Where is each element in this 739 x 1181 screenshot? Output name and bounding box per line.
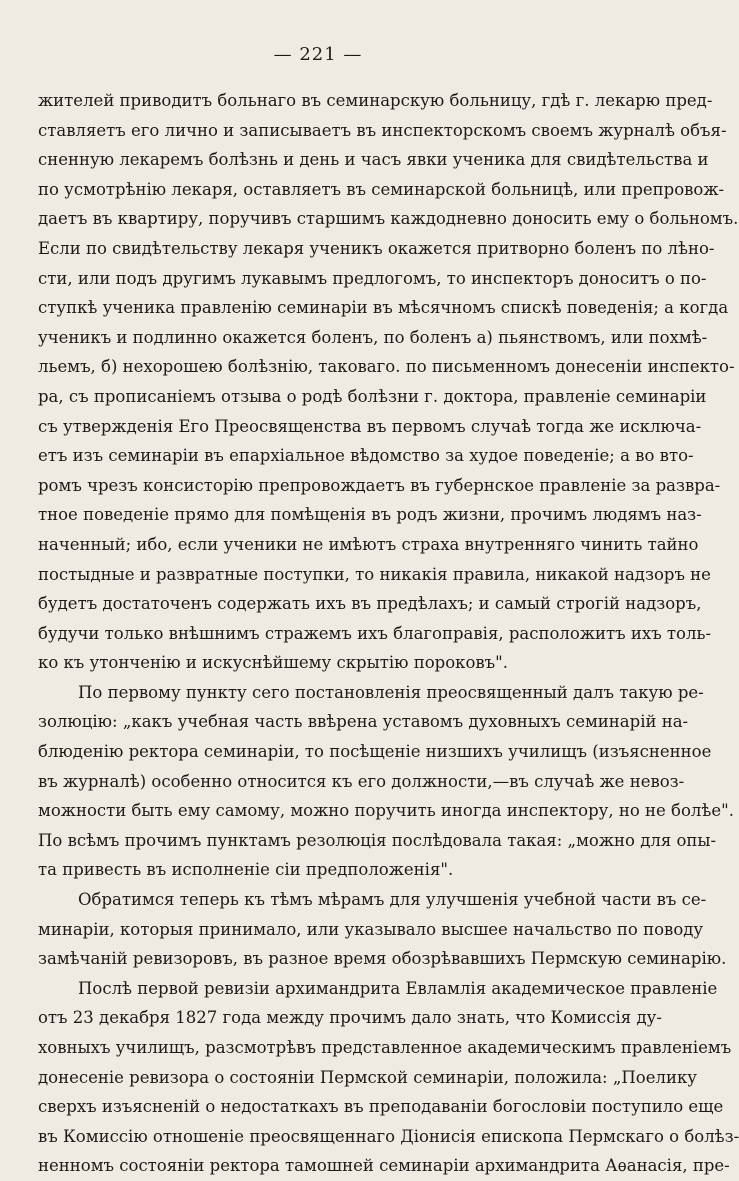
text-line: наченный; ибо, если ученики не имѣютъ страха внутренняго чинить тайно	[38, 534, 699, 554]
text-line: въ Комиссію отношеніе преосвященнаго Діонисія епископа Пермскаго о болѣз-	[38, 1126, 739, 1146]
paragraph	[38, 86, 739, 678]
text-line: ра, съ прописаніемъ отзыва о родѣ болѣзни г. доктора, правленіе семинаріи	[38, 386, 707, 406]
text-line: Обратимся теперь къ тѣмъ мѣрамъ для улучшенія учебной части въ се-	[78, 890, 707, 910]
text-line: по усмотрѣнію лекаря, оставляетъ въ семинарской больницѣ, или препровож-	[38, 179, 725, 199]
text-line: та привесть въ исполненіе сіи предположенія".	[38, 860, 454, 880]
text-line: етъ изъ семинаріи въ епархіальное вѣдомство за худое поведеніе; а во вто-	[38, 446, 694, 466]
text-line: минаріи, которыя принимало, или указывало высшее начальство по поводу	[38, 919, 704, 939]
text-line: сненную лекаремъ болѣзнь и день и часъ явки ученика для свидѣтельства и	[38, 150, 709, 170]
text-line: ступкѣ ученика правленію семинаріи въ мѣсячномъ спискѣ поведенія; а когда	[38, 298, 729, 318]
text-line: По всѣмъ прочимъ пунктамъ резолюція послѣдовала такая: „можно для опы-	[38, 830, 717, 850]
text-line: Если по свидѣтельству лекаря ученикъ окажется притворно боленъ по лѣно-	[38, 238, 715, 258]
text-line: жителей приводитъ больнаго въ семинарскую больницу, гдѣ г. лекарю пред-	[38, 91, 713, 110]
text-line: отъ 23 декабря 1827 года между прочимъ дало знать, что Комиссія ду-	[38, 1008, 662, 1028]
paragraph	[38, 885, 727, 974]
page-number: — 221 —	[273, 44, 363, 65]
text-line: донесеніе ревизора о состояніи Пермской семинаріи, положила: „Поелику	[38, 1067, 697, 1087]
text-line: тное поведеніе прямо для помѣщенія въ родъ жизни, прочимъ людямъ наз-	[38, 505, 702, 525]
text-line: сти, или подъ другимъ лукавымъ предлогомъ, то инспекторъ доноситъ о по-	[38, 268, 707, 288]
text-line: ромъ чрезъ консисторію препровождаетъ въ губернское правленіе за развра-	[38, 475, 721, 495]
text-line: въ журналѣ) особенно относится къ его должности,—въ случаѣ же невоз-	[38, 771, 685, 791]
text-line: замѣчаній ревизоровъ, въ разное время обозрѣвавшихъ Пермскую семинарію.	[38, 949, 727, 969]
text-line: ховныхъ училищъ, разсмотрѣвъ представленное академическимъ правленіемъ	[38, 1038, 732, 1057]
paragraph	[38, 974, 739, 1181]
text-line: будетъ достаточенъ содержать ихъ въ предѣлахъ; и самый строгій надзоръ,	[38, 594, 702, 614]
text-line: ученикъ и подлинно окажется боленъ, по боленъ а) пьянствомъ, или похмѣ-	[38, 327, 708, 347]
text-line: сверхъ изъясненій о недостаткахъ въ преподаваніи богословіи поступило еще	[38, 1097, 724, 1117]
body-text	[38, 86, 739, 1181]
text-line: можности быть ему самому, можно поручить иногда инспектору, но не болѣе".	[38, 801, 734, 821]
text-line: По первому пункту сего постановленія преосвященный далъ такую ре-	[78, 682, 704, 702]
text-line: ненномъ состояніи ректора тамошней семинаріи архимандрита Аѳанасія, пре-	[38, 1156, 730, 1176]
text-line: Послѣ первой ревизіи архимандрита Евламлія академическое правленіе	[78, 978, 718, 998]
text-line: ко къ утонченію и искуснѣйшему скрытію пороковъ".	[38, 653, 509, 673]
text-line: постыдные и развратные поступки, то никакія правила, никакой надзоръ не	[38, 564, 711, 584]
text-line: будучи только внѣшнимъ стражемъ ихъ благоправія, расположитъ ихъ толь-	[38, 623, 712, 643]
text-line: ставляетъ его лично и записываетъ въ инспекторскомъ своемъ журналѣ объя-	[38, 120, 727, 140]
text-line: льемъ, б) нехорошею болѣзнію, таковаго. по письменномъ донесеніи инспекто-	[38, 357, 735, 377]
text-line: даетъ въ квартиру, поручивъ старшимъ каждодневно доносить ему о больномъ.	[38, 209, 739, 229]
text-line: золюцію: „какъ учебная часть ввѣрена уставомъ духовныхъ семинарій на-	[38, 712, 689, 732]
text-line: съ утвержденія Его Преосвященства въ первомъ случаѣ тогда же исключа-	[38, 416, 702, 436]
text-line: блюденію ректора семинаріи, то посѣщеніе низшихъ училищъ (изъясненное	[38, 742, 712, 762]
paragraph	[38, 678, 734, 885]
